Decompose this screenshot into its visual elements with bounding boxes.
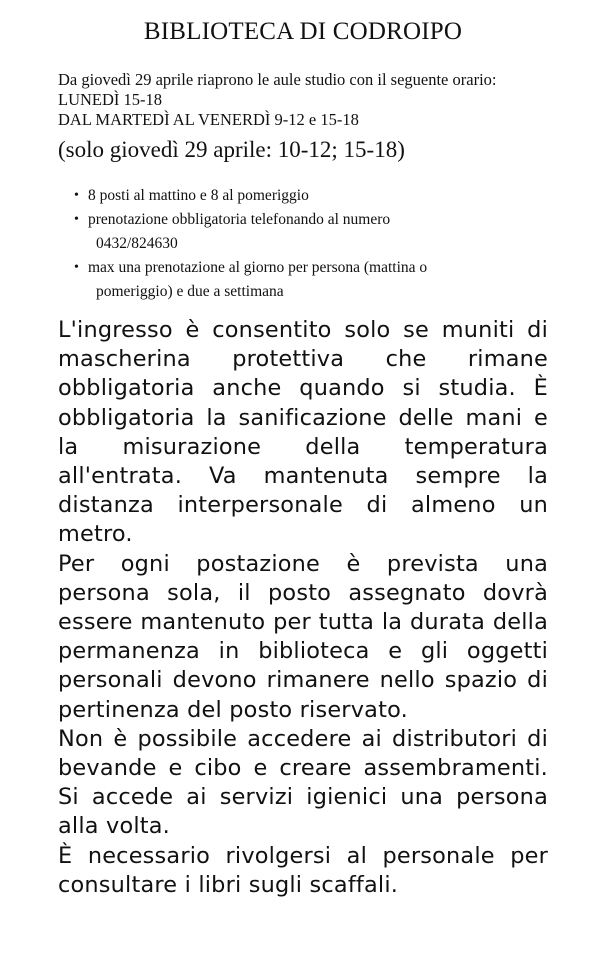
phone-number: 0432/824630 [96, 235, 178, 252]
list-item [74, 184, 574, 208]
list-item-continuation: pomeriggio) e due a settimana [96, 283, 284, 300]
paragraph-distributors: Non è possibile accedere ai distributori di bevande e cibo e creare assembramenti. Si accede ai servizi igienici una persona alla volta. [58, 725, 548, 840]
special-hours: (solo giovedì 29 aprile: 10-12; 15-18) [58, 137, 405, 162]
notice-title: BIBLIOTECA DI CODROIPO [143, 18, 463, 45]
rules-list [74, 184, 574, 304]
monday-hours: LUNEDÌ 15-18 [58, 90, 163, 109]
list-item-text: 8 posti al mattino e 8 al pomeriggio [88, 187, 309, 204]
list-item [74, 256, 574, 304]
paragraph-books: È necessario rivolgersi al personale per consultare i libri sugli scaffali. [58, 842, 548, 898]
list-item-text: max una prenotazione al giorno per persona (mattina o [88, 259, 428, 276]
paragraph-mask: L'ingresso è consentito solo se muniti di mascherina protettiva che rimane obbligatoria anche quando si studia. È obbligatoria la sanificazione delle mani e la misurazione della temperatura all'entrata. Va mantenuta sempre la distanza interpersonale di almeno un metro. [58, 317, 548, 548]
bullet-icon: • [74, 212, 79, 227]
opening-hours [58, 70, 598, 130]
paragraph-seating: Per ogni postazione è prevista una persona sola, il posto assegnato dovrà essere mantenuto per tutta la durata della permanenza in biblioteca e gli oggetti personali devono rimanere nello spazio di pertinenza del posto riservato. [58, 550, 548, 723]
list-item [74, 208, 574, 256]
bullet-icon: • [74, 260, 79, 275]
bullet-icon: • [74, 188, 79, 203]
list-item-text: prenotazione obbligatoria telefonando al numero [88, 211, 391, 228]
intro-line: Da giovedì 29 aprile riaprono le aule studio con il seguente orario: [58, 70, 497, 89]
weekday-hours: DAL MARTEDÌ AL VENERDÌ 9-12 e 15-18 [58, 110, 359, 129]
regulations-text [58, 316, 548, 900]
